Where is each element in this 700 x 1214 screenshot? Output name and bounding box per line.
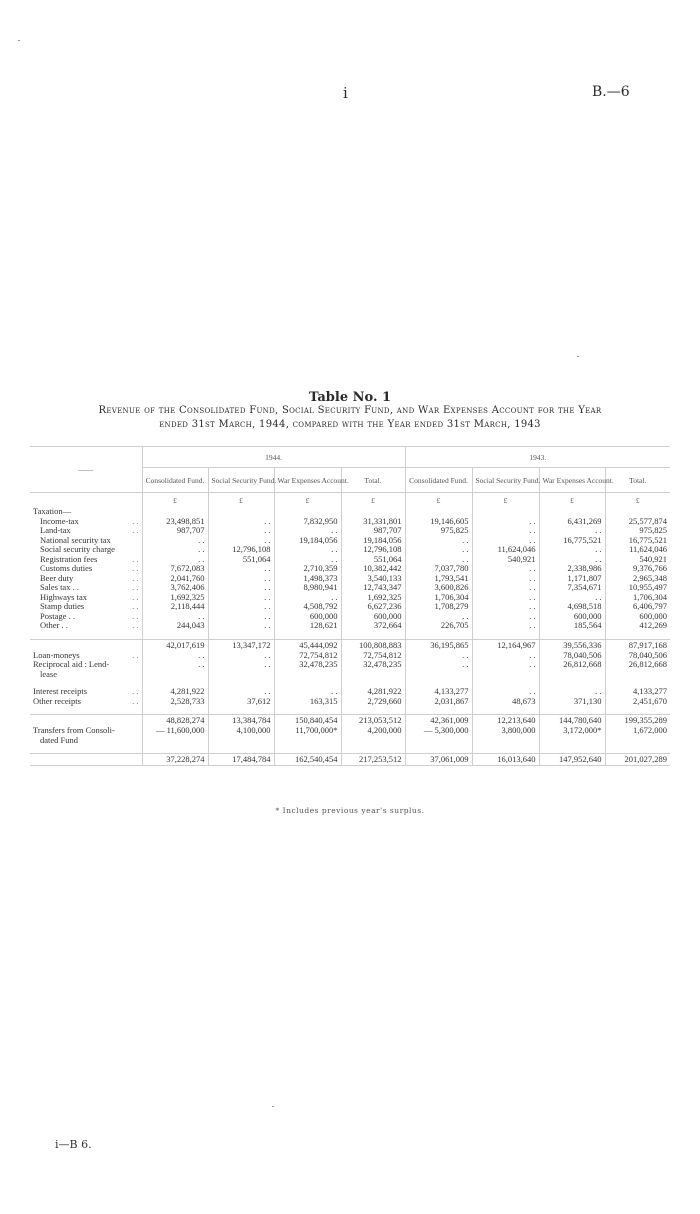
amount-cell: . . bbox=[472, 593, 539, 603]
table-row-continuation bbox=[30, 670, 670, 680]
table-row bbox=[30, 697, 670, 707]
unit-label: £ bbox=[635, 495, 640, 505]
amount-cell: 3,800,000 bbox=[472, 726, 539, 736]
row-label-text: National security tax bbox=[40, 534, 111, 545]
total-cell: 144,780,640 bbox=[539, 715, 605, 727]
total-cell: 37,228,274 bbox=[142, 754, 208, 766]
leader-dots: . . bbox=[132, 591, 139, 602]
unit-label: £ bbox=[341, 493, 405, 508]
amount-cell: 6,431,269 bbox=[539, 517, 605, 527]
leader-dots: . . bbox=[132, 563, 139, 573]
row-label-text: Interest receipts bbox=[33, 686, 88, 696]
unit-label: £ bbox=[405, 493, 472, 508]
table-row bbox=[30, 726, 670, 736]
row-label-text: Reciprocal aid : Lend- bbox=[33, 659, 110, 669]
amount-cell: . . bbox=[405, 651, 472, 661]
amount-cell: 4,281,922 bbox=[341, 687, 405, 697]
amount-cell: 6,627,236 bbox=[341, 602, 405, 612]
amount-cell: . . bbox=[472, 526, 539, 536]
amount-cell: . . bbox=[208, 564, 274, 574]
amount-cell: 32,478,235 bbox=[274, 660, 341, 670]
leader-dots: . . bbox=[132, 686, 139, 696]
amount-cell: . . bbox=[472, 621, 539, 631]
amount-cell: 371,130 bbox=[539, 697, 605, 707]
amount-cell: 1,706,304 bbox=[405, 593, 472, 603]
total-cell: 13,347,172 bbox=[208, 639, 274, 651]
row-label-text: Beer duty bbox=[40, 572, 74, 583]
amount-cell: . . bbox=[405, 555, 472, 565]
amount-cell: 244,043 bbox=[142, 621, 208, 631]
table-row bbox=[30, 621, 670, 631]
amount-cell: 9,376,766 bbox=[633, 563, 667, 573]
row-label-continuation: dated Fund bbox=[30, 736, 142, 746]
amount-cell: 600,000 bbox=[341, 612, 405, 622]
row-label-text: Registration fees bbox=[40, 553, 98, 564]
amount-cell: . . bbox=[472, 564, 539, 574]
total-cell: 87,917,168 bbox=[605, 639, 670, 651]
leader-dots: . . bbox=[132, 601, 139, 611]
amount-cell: . . bbox=[274, 687, 341, 697]
unit-label: £ bbox=[208, 493, 274, 508]
amount-cell: . . bbox=[405, 545, 472, 555]
amount-cell: 26,812,668 bbox=[539, 660, 605, 670]
amount-cell: . . bbox=[539, 555, 605, 565]
leader-dots: . . bbox=[132, 695, 139, 706]
amount-cell: 540,921 bbox=[639, 553, 667, 564]
row-label bbox=[30, 621, 142, 631]
amount-cell: 26,812,668 bbox=[628, 659, 667, 669]
amount-cell: . . bbox=[405, 536, 472, 546]
subtotal-row-taxation bbox=[30, 639, 670, 651]
amount-cell: 3,172,000* bbox=[539, 726, 605, 736]
taxation-rows bbox=[30, 517, 670, 631]
amount-cell: 16,775,521 bbox=[628, 534, 667, 545]
page-number: i bbox=[343, 84, 348, 102]
amount-cell: 7,832,950 bbox=[274, 517, 341, 527]
total-cell: 45,444,092 bbox=[274, 639, 341, 651]
unit-label: £ bbox=[274, 493, 341, 508]
leader-dots: . . bbox=[132, 582, 139, 592]
row-label-text: Highways tax bbox=[40, 591, 87, 602]
year-header-1943: 1943. bbox=[405, 447, 670, 468]
amount-cell: 11,624,046 bbox=[472, 545, 539, 555]
amount-cell: 12,796,108 bbox=[341, 545, 405, 555]
total-cell: 12,164,967 bbox=[472, 639, 539, 651]
amount-cell: 78,040,506 bbox=[539, 651, 605, 661]
table-row bbox=[30, 545, 670, 555]
amount-cell: 4,281,922 bbox=[142, 687, 208, 697]
amount-cell: 1,692,325 bbox=[341, 593, 405, 603]
row-label-text: Land-tax bbox=[40, 525, 71, 535]
amount-cell: 551,064 bbox=[208, 555, 274, 565]
amount-cell: 1,692,325 bbox=[142, 593, 208, 603]
amount-cell: . . bbox=[142, 651, 208, 661]
table-row bbox=[30, 583, 670, 593]
amount-cell: 10,382,442 bbox=[341, 564, 405, 574]
amount-cell: . . bbox=[472, 612, 539, 622]
amount-cell: . . bbox=[208, 612, 274, 622]
col-header-war: War Expenses Account. bbox=[539, 468, 605, 493]
col-header-social: Social Security Fund. bbox=[208, 468, 274, 493]
row-label-text: Other receipts bbox=[33, 695, 81, 706]
amount-cell: 8,980,941 bbox=[274, 583, 341, 593]
row-label-text: Stamp duties bbox=[40, 601, 85, 611]
amount-cell: . . bbox=[472, 602, 539, 612]
amount-cell: . . bbox=[274, 593, 341, 603]
total-cell: 147,952,640 bbox=[539, 754, 605, 766]
amount-cell: 1,171,807 bbox=[539, 574, 605, 584]
amount-cell: 3,600,826 bbox=[405, 583, 472, 593]
amount-cell: 1,708,279 bbox=[405, 602, 472, 612]
amount-cell: 975,825 bbox=[405, 526, 472, 536]
amount-cell: . . bbox=[472, 536, 539, 546]
row-label bbox=[30, 697, 142, 707]
unit-label: £ bbox=[472, 493, 539, 508]
row-label-text: Loan-moneys bbox=[33, 649, 80, 660]
amount-cell: . . bbox=[208, 687, 274, 697]
caption-line: Revenue of the Consolidated Fund, Social Security Fund, and War Expenses Account for the Year bbox=[98, 405, 602, 416]
amount-cell: 2,338,986 bbox=[539, 564, 605, 574]
amount-cell: . . bbox=[208, 621, 274, 631]
amount-cell: 48,673 bbox=[472, 697, 539, 707]
amount-cell: . . bbox=[472, 517, 539, 527]
row-label-text: Transfers from Consoli- bbox=[33, 725, 115, 735]
leader-dots: . . bbox=[132, 649, 139, 660]
amount-cell: 11,700,000* bbox=[274, 726, 341, 736]
amount-cell: 2,041,760 bbox=[142, 574, 208, 584]
total-cell: 100,808,883 bbox=[341, 639, 405, 651]
amount-cell: 4,100,000 bbox=[208, 726, 274, 736]
amount-cell: . . bbox=[208, 526, 274, 536]
amount-cell: 4,508,792 bbox=[274, 602, 341, 612]
unit-label: £ bbox=[142, 493, 208, 508]
amount-cell: 2,118,444 bbox=[142, 602, 208, 612]
scan-speck bbox=[272, 1106, 274, 1107]
amount-cell: . . bbox=[208, 651, 274, 661]
amount-cell: 78,040,506 bbox=[628, 649, 667, 660]
amount-cell: 7,037,780 bbox=[405, 564, 472, 574]
amount-cell: 987,707 bbox=[142, 526, 208, 536]
amount-cell: . . bbox=[472, 660, 539, 670]
amount-cell: 4,200,000 bbox=[341, 726, 405, 736]
amount-cell: 372,664 bbox=[341, 621, 405, 631]
printer-code: i—B 6. bbox=[55, 1138, 92, 1151]
amount-cell: 2,451,670 bbox=[633, 695, 667, 706]
amount-cell: 6,406,797 bbox=[633, 601, 667, 611]
amount-cell: . . bbox=[208, 536, 274, 546]
amount-cell: . . bbox=[208, 583, 274, 593]
leader-dots: . . bbox=[132, 515, 139, 526]
amount-cell: . . bbox=[274, 545, 341, 555]
amount-cell: . . bbox=[539, 545, 605, 555]
stub-header: —— bbox=[30, 447, 142, 493]
amount-cell: 2,528,733 bbox=[142, 697, 208, 707]
amount-cell: 12,743,347 bbox=[341, 583, 405, 593]
amount-cell: 975,825 bbox=[639, 525, 667, 535]
row-label bbox=[30, 754, 142, 766]
amount-cell: 1,672,000 bbox=[633, 725, 667, 735]
unit-label: £ bbox=[539, 493, 605, 508]
transfer-rows bbox=[30, 726, 670, 745]
amount-cell: 19,146,605 bbox=[405, 517, 472, 527]
amount-cell: . . bbox=[405, 660, 472, 670]
amount-cell: . . bbox=[274, 555, 341, 565]
total-cell: 37,061,009 bbox=[405, 754, 472, 766]
amount-cell: 11,624,046 bbox=[629, 544, 667, 554]
total-cell: 213,053,512 bbox=[341, 715, 405, 727]
total-cell: 150,840,454 bbox=[274, 715, 341, 727]
total-cell: 12,213,640 bbox=[472, 715, 539, 727]
amount-cell: 226,705 bbox=[405, 621, 472, 631]
col-header-social: Social Security Fund. bbox=[472, 468, 539, 493]
total-cell: 36,195,865 bbox=[405, 639, 472, 651]
amount-cell: . . bbox=[208, 602, 274, 612]
table-caption bbox=[30, 404, 670, 432]
amount-cell: 128,621 bbox=[274, 621, 341, 631]
amount-cell: 4,133,277 bbox=[633, 686, 667, 696]
amount-cell: 32,478,235 bbox=[341, 660, 405, 670]
amount-cell: 551,064 bbox=[341, 555, 405, 565]
table-title: Table No. 1 bbox=[308, 390, 392, 405]
row-label-text: Income-tax bbox=[40, 515, 79, 526]
leader-dots: . . bbox=[132, 553, 139, 564]
amount-cell: 19,184,056 bbox=[274, 536, 341, 546]
row-gap bbox=[30, 679, 670, 687]
amount-cell: 10,955,497 bbox=[628, 582, 667, 592]
amount-cell: 1,706,304 bbox=[633, 591, 667, 602]
amount-cell: 23,498,851 bbox=[142, 517, 208, 527]
amount-cell: . . bbox=[274, 526, 341, 536]
total-cell: 16,013,640 bbox=[472, 754, 539, 766]
amount-cell: 3,540,133 bbox=[341, 574, 405, 584]
amount-cell: 600,000 bbox=[639, 610, 667, 621]
total-cell: 199,355,289 bbox=[605, 715, 670, 727]
leader-dots: . . bbox=[132, 572, 139, 583]
scan-speck bbox=[577, 356, 579, 357]
amount-cell: 2,965,348 bbox=[633, 572, 667, 583]
amount-cell: 600,000 bbox=[274, 612, 341, 622]
amount-cell: . . bbox=[472, 687, 539, 697]
amount-cell: 7,354,671 bbox=[539, 583, 605, 593]
amount-cell: 72,754,812 bbox=[274, 651, 341, 661]
amount-cell: 4,133,277 bbox=[405, 687, 472, 697]
amount-cell: . . bbox=[142, 545, 208, 555]
row-label-text: Sales tax . . bbox=[40, 582, 79, 592]
document-reference: B.—6 bbox=[592, 84, 630, 100]
total-cell: 48,828,274 bbox=[142, 715, 208, 727]
grand-total-row bbox=[30, 754, 670, 766]
amount-cell: 3,762,406 bbox=[142, 583, 208, 593]
total-cell: 42,017,619 bbox=[142, 639, 208, 651]
revenue-table bbox=[30, 446, 670, 766]
amount-cell: 2,031,867 bbox=[405, 697, 472, 707]
amount-cell: 1,793,541 bbox=[405, 574, 472, 584]
amount-cell: . . bbox=[142, 612, 208, 622]
amount-cell: . . bbox=[142, 536, 208, 546]
total-cell: 162,540,454 bbox=[274, 754, 341, 766]
amount-cell: . . bbox=[208, 593, 274, 603]
caption-line: ended 31st March, 1944, compared with the Year ended 31st March, 1943 bbox=[159, 419, 541, 430]
amount-cell: 16,775,521 bbox=[539, 536, 605, 546]
table-row bbox=[30, 536, 670, 546]
leader-dots: . . bbox=[132, 525, 139, 535]
leader-dots: . . bbox=[132, 620, 139, 630]
amount-cell: . . bbox=[208, 574, 274, 584]
total-cell: 42,361,009 bbox=[405, 715, 472, 727]
total-cell: 39,556,336 bbox=[539, 639, 605, 651]
amount-cell: 540,921 bbox=[472, 555, 539, 565]
total-cell: 13,384,784 bbox=[208, 715, 274, 727]
amount-cell: 412,269 bbox=[639, 620, 667, 630]
amount-cell: . . bbox=[472, 651, 539, 661]
amount-cell: 12,796,108 bbox=[208, 545, 274, 555]
table-row-continuation bbox=[30, 736, 670, 746]
amount-cell: 987,707 bbox=[341, 526, 405, 536]
amount-cell: 72,754,812 bbox=[341, 651, 405, 661]
amount-cell: 37,612 bbox=[208, 697, 274, 707]
section-label-taxation: Taxation— bbox=[30, 507, 142, 517]
amount-cell: 19,184,056 bbox=[341, 536, 405, 546]
row-label-text: Customs duties bbox=[40, 563, 93, 573]
amount-cell: 31,331,801 bbox=[341, 517, 405, 527]
amount-cell: — 11,600,000 bbox=[142, 726, 208, 736]
row-label-text: Postage . . bbox=[40, 610, 75, 621]
col-header-total: Total. bbox=[605, 468, 670, 493]
amount-cell: . . bbox=[539, 687, 605, 697]
leader-dots: . . bbox=[132, 610, 139, 621]
table-row bbox=[30, 517, 670, 527]
total-cell: 17,484,784 bbox=[208, 754, 274, 766]
table-footnote: * Includes previous year's surplus. bbox=[275, 806, 425, 815]
amount-cell: . . bbox=[472, 583, 539, 593]
amount-cell: 2,710,359 bbox=[274, 564, 341, 574]
table-row bbox=[30, 660, 670, 670]
amount-cell: 185,564 bbox=[539, 621, 605, 631]
amount-cell: . . bbox=[539, 593, 605, 603]
row-label-continuation: lease bbox=[30, 670, 142, 680]
amount-cell: 600,000 bbox=[539, 612, 605, 622]
amount-cell: — 5,300,000 bbox=[405, 726, 472, 736]
amount-cell: . . bbox=[142, 555, 208, 565]
amount-cell: 4,698,518 bbox=[539, 602, 605, 612]
amount-cell: . . bbox=[472, 574, 539, 584]
amount-cell: 1,498,373 bbox=[274, 574, 341, 584]
amount-cell: 2,729,660 bbox=[341, 697, 405, 707]
total-cell: 217,253,512 bbox=[341, 754, 405, 766]
amount-cell: . . bbox=[208, 660, 274, 670]
col-header-war: War Expenses Account. bbox=[274, 468, 341, 493]
other-revenue-rows bbox=[30, 651, 670, 707]
col-header-consolidated: Consolidated Fund. bbox=[405, 468, 472, 493]
row-label-text: Other . . bbox=[40, 620, 68, 630]
year-header-1944: 1944. bbox=[142, 447, 405, 468]
col-header-consolidated: Consolidated Fund. bbox=[142, 468, 208, 493]
amount-cell: . . bbox=[539, 526, 605, 536]
total-cell: 201,027,289 bbox=[605, 754, 670, 766]
amount-cell: . . bbox=[405, 612, 472, 622]
amount-cell: 163,315 bbox=[274, 697, 341, 707]
amount-cell: . . bbox=[208, 517, 274, 527]
scan-speck bbox=[18, 40, 20, 41]
amount-cell: 7,672,083 bbox=[142, 564, 208, 574]
col-header-total: Total. bbox=[341, 468, 405, 493]
amount-cell: . . bbox=[142, 660, 208, 670]
row-label-text: Social security charge bbox=[40, 544, 115, 554]
amount-cell: 25,577,874 bbox=[628, 515, 667, 526]
